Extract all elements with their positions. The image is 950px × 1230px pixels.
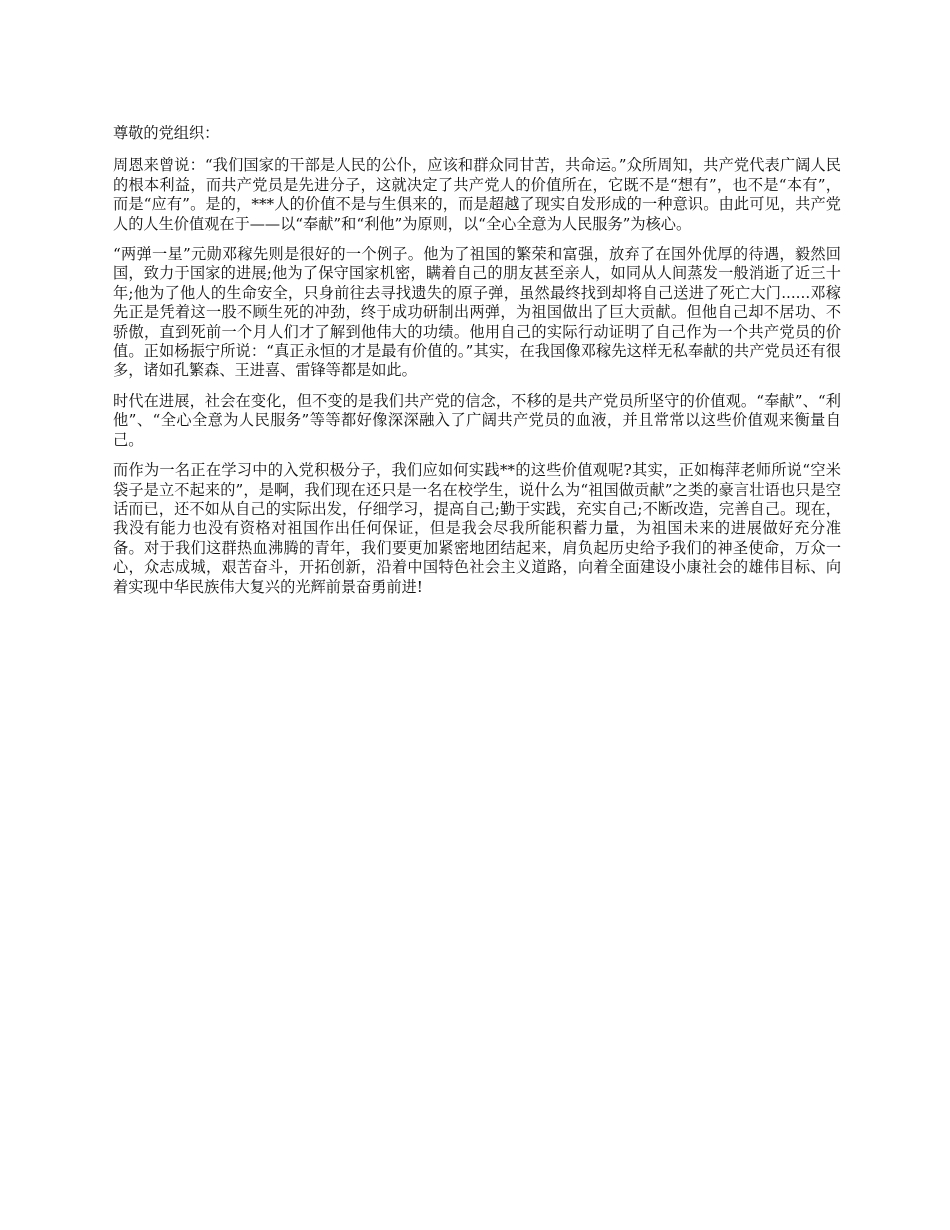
paragraph-core-values: 周恩来曾说：“我们国家的干部是人民的公仆，应该和群众同甘苦，共命运。”众所周知，共产党代表广阔人民的根本利益，而共产党员是先进分子，这就决定了共产党人的价值所在，它既不是“想有”，也不是“本有”，而是“应有”。是的，***人的价值不是与生俱来的，而是超越了现实自发形成的一种意识。由此可见，共产党人的人生价值观在于——以“奉献”和“利他”为原则，以“全心全意为人民服务”为核心。 [113, 156, 841, 233]
paragraph-deng-jiaxian: “两弹一星”元勋邓稼先则是很好的一个例子。他为了祖国的繁荣和富强，放弃了在国外优厚的待遇，毅然回国，致力于国家的进展;他为了保守国家机密，瞒着自己的朋友甚至亲人，如同从人间蒸发一般消逝了近三十年;他为了他人的生命安全，只身前往去寻找遗失的原子弹，虽然最终找到却将自己送进了死亡大门......邓稼先正是凭着这一股不顾生死的冲劲，终于成功研制出两弹，为祖国做出了巨大贡献。但他自己却不居功、不骄傲，直到死前一个月人们才了解到他伟大的功绩。他用自己的实际行动证明了自己作为一个共产党员的价值。正如杨振宁所说：“真正永恒的才是最有价值的。”其实，在我国像邓稼先这样无私奉献的共产党员还有很多，诸如孔繁森、王进喜、雷锋等都是如此。 [113, 245, 841, 380]
paragraph-unchanging-beliefs: 时代在进展，社会在变化，但不变的是我们共产党的信念，不移的是共产党员所坚守的价值观。“奉献”、“利他”、“全心全意为人民服务”等等都好像深深融入了广阔共产党员的血液，并且常常以这些价值观来衡量自己。 [113, 391, 841, 449]
salutation: 尊敬的党组织： [113, 124, 220, 142]
paragraph-personal-practice: 而作为一名正在学习中的入党积极分子，我们应如何实践**的这些价值观呢?其实，正如梅萍老师所说“空米袋子是立不起来的”，是啊，我们现在还只是一名在校学生，说什么为“祖国做贡献”之类的豪言壮语也只是空话而已，还不如从自己的实际出发，仔细学习，提高自己;勤于实践，充实自己;不断改造，完善自己。现在，我没有能力也没有资格对祖国作出任何保证，但是我会尽我所能积蓄力量，为祖国未来的进展做好充分准备。对于我们这群热血沸腾的青年，我们要更加紧密地团结起来，肩负起历史给予我们的神圣使命，万众一心，众志成城，艰苦奋斗，开拓创新，沿着中国特色社会主义道路，向着全面建设小康社会的雄伟目标、向着实现中华民族伟大复兴的光辉前景奋勇前进! [113, 461, 841, 596]
document-page [113, 124, 841, 608]
